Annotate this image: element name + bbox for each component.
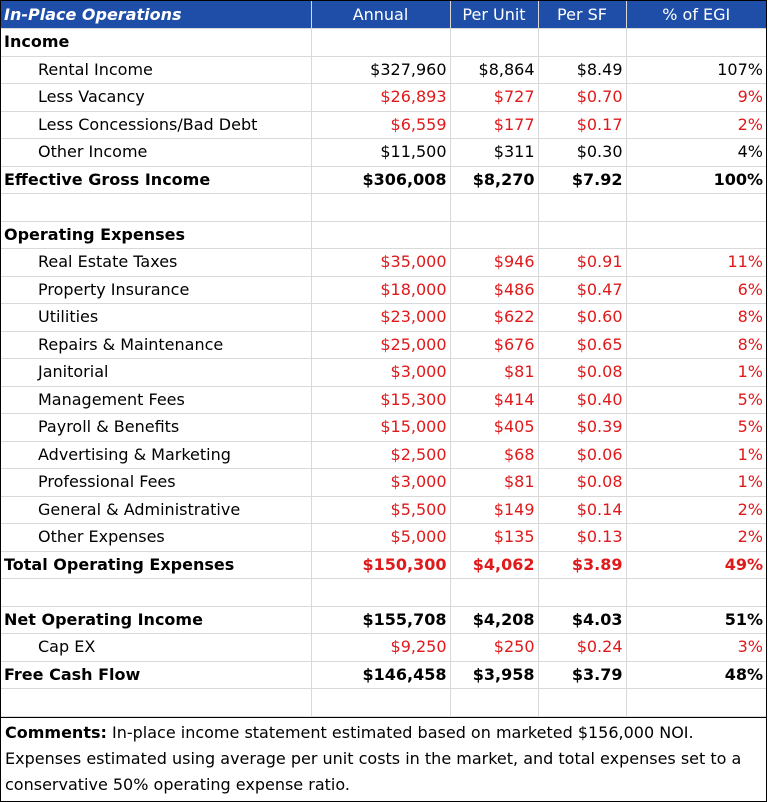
per-unit-value: $311 [450, 139, 538, 167]
empty-cell [626, 221, 766, 249]
fcf-row [1, 661, 766, 689]
table-row [1, 386, 766, 414]
per-unit-value: $4,208 [450, 606, 538, 634]
pct-egi-value: 49% [626, 551, 766, 579]
annual-value: $11,500 [311, 139, 450, 167]
empty-cell [538, 194, 626, 222]
row-label: Effective Gross Income [1, 166, 311, 194]
empty-cell [450, 221, 538, 249]
per-unit-value: $81 [450, 359, 538, 387]
annual-value: $5,500 [311, 496, 450, 524]
col-header-per-unit: Per Unit [450, 1, 538, 29]
section-heading: Operating Expenses [1, 221, 311, 249]
empty-cell [538, 689, 626, 717]
comments-box [1, 717, 766, 801]
empty-cell [311, 689, 450, 717]
per-sf-value: $4.03 [538, 606, 626, 634]
total-expenses-row [1, 551, 766, 579]
row-label: Advertising & Marketing [1, 441, 311, 469]
expenses-heading-row [1, 221, 766, 249]
empty-cell [450, 689, 538, 717]
row-label: Janitorial [1, 359, 311, 387]
empty-cell [311, 194, 450, 222]
col-header-per-sf: Per SF [538, 1, 626, 29]
pct-egi-value: 2% [626, 111, 766, 139]
empty-cell [450, 194, 538, 222]
per-unit-value: $8,270 [450, 166, 538, 194]
annual-value: $306,008 [311, 166, 450, 194]
per-sf-value: $0.40 [538, 386, 626, 414]
pct-egi-value: 100% [626, 166, 766, 194]
per-sf-value: $0.06 [538, 441, 626, 469]
per-sf-value: $0.24 [538, 634, 626, 662]
per-sf-value: $0.30 [538, 139, 626, 167]
table-row [1, 139, 766, 167]
annual-value: $25,000 [311, 331, 450, 359]
pct-egi-value: 3% [626, 634, 766, 662]
row-label: Free Cash Flow [1, 661, 311, 689]
per-unit-value: $727 [450, 84, 538, 112]
table-row [1, 359, 766, 387]
row-label: Professional Fees [1, 469, 311, 497]
empty-cell [311, 29, 450, 57]
empty-cell [538, 29, 626, 57]
empty-cell [538, 579, 626, 607]
per-unit-value: $250 [450, 634, 538, 662]
row-label: Total Operating Expenses [1, 551, 311, 579]
per-sf-value: $0.60 [538, 304, 626, 332]
annual-value: $15,300 [311, 386, 450, 414]
per-sf-value: $7.92 [538, 166, 626, 194]
empty-cell [626, 689, 766, 717]
row-label: General & Administrative [1, 496, 311, 524]
row-label: Cap EX [1, 634, 311, 662]
row-label: Less Vacancy [1, 84, 311, 112]
table-row [1, 469, 766, 497]
row-label: Less Concessions/Bad Debt [1, 111, 311, 139]
empty-cell [450, 29, 538, 57]
annual-value: $15,000 [311, 414, 450, 442]
per-sf-value: $0.39 [538, 414, 626, 442]
row-label: Rental Income [1, 56, 311, 84]
table-body [1, 29, 766, 717]
per-unit-value: $177 [450, 111, 538, 139]
table-row [1, 84, 766, 112]
section-heading: Income [1, 29, 311, 57]
spacer-row [1, 689, 766, 717]
per-unit-value: $405 [450, 414, 538, 442]
pct-egi-value: 1% [626, 441, 766, 469]
col-header-annual: Annual [311, 1, 450, 29]
pct-egi-value: 9% [626, 84, 766, 112]
table-row [1, 524, 766, 552]
pct-egi-value: 51% [626, 606, 766, 634]
per-unit-value: $3,958 [450, 661, 538, 689]
annual-value: $146,458 [311, 661, 450, 689]
capex-row [1, 634, 766, 662]
per-unit-value: $149 [450, 496, 538, 524]
row-label: Repairs & Maintenance [1, 331, 311, 359]
operations-table [1, 1, 766, 717]
annual-value: $155,708 [311, 606, 450, 634]
header-row [1, 1, 766, 29]
per-unit-value: $68 [450, 441, 538, 469]
per-sf-value: $0.13 [538, 524, 626, 552]
table-row [1, 414, 766, 442]
pct-egi-value: 1% [626, 359, 766, 387]
per-sf-value: $0.47 [538, 276, 626, 304]
row-label: Payroll & Benefits [1, 414, 311, 442]
empty-cell [1, 194, 311, 222]
annual-value: $26,893 [311, 84, 450, 112]
spacer-row [1, 579, 766, 607]
per-sf-value: $8.49 [538, 56, 626, 84]
empty-cell [538, 221, 626, 249]
annual-value: $18,000 [311, 276, 450, 304]
empty-cell [626, 29, 766, 57]
per-unit-value: $81 [450, 469, 538, 497]
empty-cell [450, 579, 538, 607]
per-sf-value: $3.79 [538, 661, 626, 689]
annual-value: $3,000 [311, 359, 450, 387]
noi-row [1, 606, 766, 634]
per-sf-value: $0.65 [538, 331, 626, 359]
per-unit-value: $622 [450, 304, 538, 332]
col-header-pct-egi: % of EGI [626, 1, 766, 29]
annual-value: $5,000 [311, 524, 450, 552]
comments-text: In-place income statement estimated based on marketed $156,000 NOI. Expenses estimated using average per unit costs in the market, and total expenses set to a conservative 50% operating expense ratio. [5, 722, 742, 794]
pct-egi-value: 11% [626, 249, 766, 277]
row-label: Net Operating Income [1, 606, 311, 634]
per-unit-value: $676 [450, 331, 538, 359]
pct-egi-value: 2% [626, 524, 766, 552]
per-sf-value: $0.91 [538, 249, 626, 277]
row-label: Real Estate Taxes [1, 249, 311, 277]
empty-cell [626, 579, 766, 607]
pct-egi-value: 5% [626, 414, 766, 442]
annual-value: $6,559 [311, 111, 450, 139]
pct-egi-value: 2% [626, 496, 766, 524]
annual-value: $327,960 [311, 56, 450, 84]
table-row [1, 496, 766, 524]
per-unit-value: $8,864 [450, 56, 538, 84]
per-sf-value: $0.17 [538, 111, 626, 139]
egi-total-row [1, 166, 766, 194]
pct-egi-value: 107% [626, 56, 766, 84]
table-title: In-Place Operations [1, 1, 311, 29]
table-row [1, 441, 766, 469]
per-unit-value: $414 [450, 386, 538, 414]
per-unit-value: $486 [450, 276, 538, 304]
per-sf-value: $0.70 [538, 84, 626, 112]
empty-cell [311, 579, 450, 607]
per-sf-value: $0.08 [538, 359, 626, 387]
pct-egi-value: 48% [626, 661, 766, 689]
annual-value: $9,250 [311, 634, 450, 662]
table-row [1, 111, 766, 139]
annual-value: $3,000 [311, 469, 450, 497]
income-heading-row [1, 29, 766, 57]
annual-value: $150,300 [311, 551, 450, 579]
empty-cell [626, 194, 766, 222]
pct-egi-value: 4% [626, 139, 766, 167]
annual-value: $23,000 [311, 304, 450, 332]
empty-cell [1, 689, 311, 717]
pct-egi-value: 8% [626, 331, 766, 359]
per-unit-value: $135 [450, 524, 538, 552]
row-label: Property Insurance [1, 276, 311, 304]
table-row [1, 56, 766, 84]
row-label: Other Income [1, 139, 311, 167]
empty-cell [311, 221, 450, 249]
comments-label: Comments: [5, 722, 107, 742]
pct-egi-value: 5% [626, 386, 766, 414]
pct-egi-value: 6% [626, 276, 766, 304]
table-row [1, 276, 766, 304]
pct-egi-value: 8% [626, 304, 766, 332]
per-sf-value: $3.89 [538, 551, 626, 579]
per-unit-value: $946 [450, 249, 538, 277]
annual-value: $2,500 [311, 441, 450, 469]
per-unit-value: $4,062 [450, 551, 538, 579]
table-row [1, 331, 766, 359]
pct-egi-value: 1% [626, 469, 766, 497]
table-row [1, 249, 766, 277]
empty-cell [1, 579, 311, 607]
row-label: Utilities [1, 304, 311, 332]
row-label: Other Expenses [1, 524, 311, 552]
annual-value: $35,000 [311, 249, 450, 277]
per-sf-value: $0.08 [538, 469, 626, 497]
row-label: Management Fees [1, 386, 311, 414]
per-sf-value: $0.14 [538, 496, 626, 524]
table-row [1, 304, 766, 332]
spacer-row [1, 194, 766, 222]
